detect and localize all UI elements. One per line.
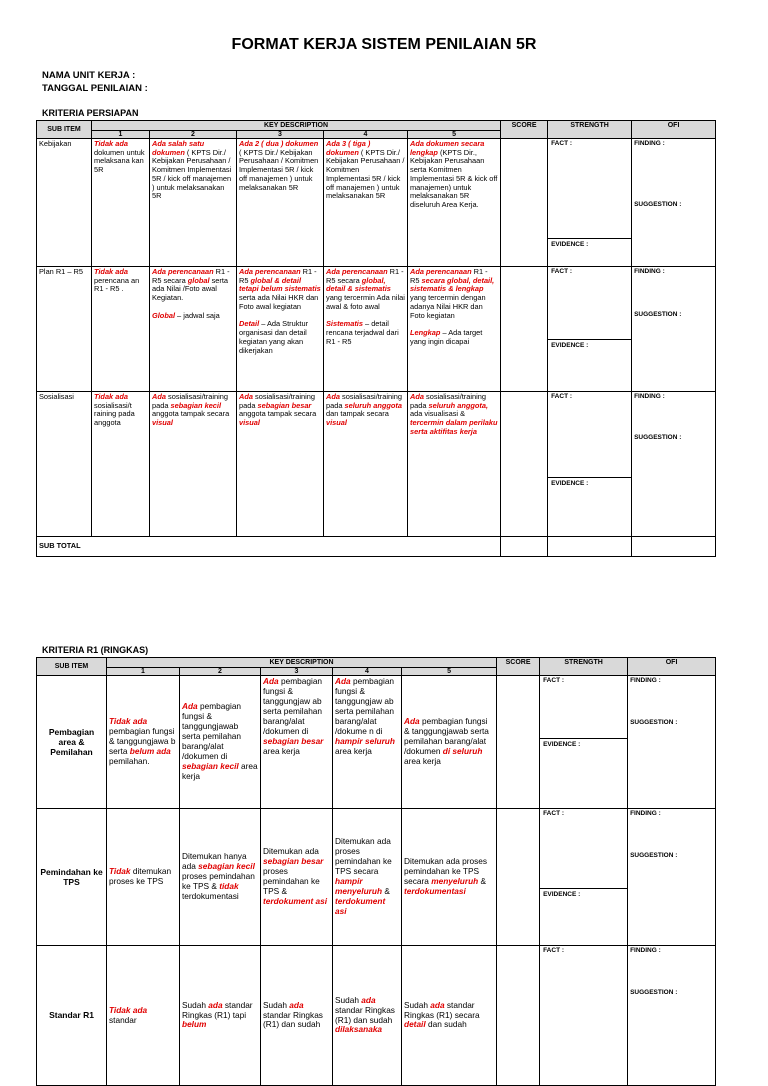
ofi-block[interactable]	[540, 809, 716, 946]
description-cell	[408, 392, 501, 537]
ofi-divider	[631, 139, 632, 266]
plain-text: Sudah	[182, 999, 209, 1010]
emphasis-text: sebagian besar	[263, 856, 324, 867]
plain-text: Sudah	[404, 999, 431, 1010]
description-cell	[92, 139, 150, 267]
ofi-block[interactable]	[548, 267, 716, 392]
emphasis-text: sebagian besar	[263, 735, 324, 746]
page-title: FORMAT KERJA SISTEM PENILAIAN 5R	[231, 36, 537, 53]
plain-text: terdokumentasi	[182, 890, 239, 901]
table-row	[37, 392, 716, 537]
emphasis-text: visual	[152, 418, 173, 428]
evidence-divider	[548, 238, 632, 239]
ofi-divider	[627, 946, 628, 1085]
description-cell	[92, 267, 150, 392]
fact-label: FACT :	[543, 947, 565, 954]
evidence-label: EVIDENCE :	[551, 241, 589, 248]
finding-label: FINDING :	[634, 140, 665, 147]
emphasis-text: terdokument asi	[263, 895, 328, 906]
table-row	[37, 139, 716, 267]
description-cell	[150, 392, 237, 537]
finding-label: FINDING :	[634, 393, 665, 400]
plain-text: proses pemindahan ke TPS &	[263, 866, 320, 896]
table-row	[37, 267, 716, 392]
emphasis-text: visual	[326, 418, 347, 428]
score-cell[interactable]	[497, 809, 540, 946]
plain-text: serta ada Nilai /Foto awal Kegiatan.	[152, 275, 228, 303]
emphasis-text: Ada	[326, 392, 340, 401]
table-row	[37, 809, 716, 946]
plain-text: – detail rencana terjadwal dari R1 - R5	[326, 319, 399, 346]
plain-text: ditemukan proses ke TPS	[109, 866, 172, 886]
plain-text: pembagian fungsi & tanggungjawab serta pemilahan barang/alat /dokumen	[404, 716, 489, 756]
evidence-label: EVIDENCE :	[551, 480, 589, 487]
description-cell	[150, 267, 237, 392]
sub-item-label: Standar R1	[37, 946, 107, 1086]
description-cell	[180, 946, 261, 1086]
emphasis-text: global & detail tetapi belum sistematis	[239, 275, 321, 294]
plain-text: sosialisasi/training pada	[152, 392, 228, 410]
emphasis-text: Ada salah satu dokumen	[152, 139, 205, 157]
emphasis-text: tercermin dalam perilaku serta aktifitas kerja	[410, 418, 498, 436]
plain-text: standar Ringkas (R1) dan sudah	[263, 1009, 323, 1030]
plain-text: R1 - R5	[239, 267, 317, 285]
emphasis-text: sebagian besar	[257, 400, 312, 410]
emphasis-text: visual	[239, 418, 260, 428]
level-5: 5	[408, 131, 501, 139]
finding-label: FINDING :	[634, 268, 665, 275]
finding-label: FINDING :	[630, 947, 661, 954]
header-strength: STRENGTH	[540, 658, 628, 676]
header-key-description: KEY DESCRIPTION	[92, 121, 501, 131]
plain-text: standar Ringkas (R1) secara	[404, 999, 480, 1020]
plain-text: Sudah	[335, 994, 362, 1005]
plain-text: area kerja	[182, 760, 258, 781]
description-cell	[402, 676, 497, 809]
description-cell	[333, 946, 402, 1086]
plain-text: dokumen untuk melaksana kan 5R	[94, 147, 145, 175]
ofi-block[interactable]	[540, 946, 716, 1086]
plain-text: Ditemukan ada proses pemindahan ke TPS secara	[335, 836, 392, 877]
sub-item-label: Kebijakan	[37, 139, 92, 267]
emphasis-text: Tidak ada	[94, 267, 128, 276]
emphasis-text: global, detail & sistematis	[326, 275, 391, 294]
section2-title: KRITERIA R1 (RINGKAS)	[42, 645, 149, 655]
plain-text: anggota tampak secara	[239, 409, 317, 419]
description-cell	[324, 392, 408, 537]
emphasis-text: tidak	[219, 880, 239, 891]
level-5: 5	[402, 668, 497, 676]
emphasis-text: seluruh anggota	[344, 400, 402, 410]
emphasis-text: Sistematis	[326, 319, 363, 329]
ofi-divider	[631, 392, 632, 536]
subtotal-ofi-cell[interactable]	[632, 537, 716, 557]
description-cell	[180, 676, 261, 809]
emphasis-text: Ada perencanaan	[326, 267, 388, 276]
plain-text: area kerja	[335, 745, 372, 756]
plain-text: dan sudah	[425, 1019, 467, 1030]
evidence-label: EVIDENCE :	[543, 891, 581, 898]
emphasis-text: Ada	[182, 701, 198, 712]
evidence-divider	[540, 888, 628, 889]
emphasis-text: Ada	[263, 676, 279, 686]
sub-item-label: Pembagian area & Pemilahan	[37, 676, 107, 809]
level-4: 4	[324, 131, 408, 139]
plain-text: &	[382, 885, 390, 896]
emphasis-text: Ada	[239, 392, 253, 401]
plain-text: – Ada target yang ingin dicapai	[410, 328, 483, 346]
plain-text: serta ada Nilai HKR dan Foto awal kegiatan	[239, 293, 319, 311]
emphasis-text: Ada perencanaan	[239, 267, 301, 276]
emphasis-text: Ada	[404, 716, 420, 727]
emphasis-text: sebagian kecil	[198, 861, 255, 872]
plain-text: – Ada Struktur organisasi dan detail kegiatan yang akan dikerjakan	[239, 319, 309, 355]
emphasis-text: Tidak ada	[94, 392, 128, 401]
suggestion-label: SUGGESTION :	[630, 719, 678, 726]
emphasis-text: secara global, detail, sistematis & lengkap	[410, 275, 495, 294]
plain-text: pembagian fungsi & tanggungjaw ab serta pemilahan barang/alat /dokumen di	[263, 676, 323, 736]
description-cell	[333, 676, 402, 809]
emphasis-text: belum	[182, 1019, 207, 1030]
description-cell	[261, 809, 333, 946]
plain-text: pembagian fungsi & tanggungjawab serta pemilahan barang/alat /dokumen di	[182, 701, 242, 761]
plain-text: yang tercermin dengan adanya Nilai HKR dan Foto kegiatan	[410, 293, 486, 320]
plain-text: (KPTS Dir., Kebijakan Perusahaan serta Komitmen Implementasi 5R & kick off manajemen) untuk melaksanakan 5R diseluruh Area Kerja.	[410, 147, 498, 210]
plain-text: Ditemukan ada	[263, 846, 319, 857]
description-cell	[261, 946, 333, 1086]
description-cell	[150, 139, 237, 267]
emphasis-text: terdokumentasi	[404, 885, 466, 896]
description-cell	[237, 267, 324, 392]
evidence-divider	[548, 477, 632, 478]
fact-label: FACT :	[543, 677, 565, 684]
emphasis-text: Global	[152, 310, 175, 320]
header-ofi: OFI	[628, 658, 716, 676]
description-cell	[408, 139, 501, 267]
level-2: 2	[180, 668, 261, 676]
plain-text: sosialisasi/t raining pada anggota	[94, 400, 135, 428]
level-4: 4	[333, 668, 402, 676]
section1-title: KRITERIA PERSIAPAN	[42, 108, 139, 118]
finding-label: FINDING :	[630, 810, 661, 817]
emphasis-text: ada	[289, 999, 304, 1010]
header-strength: STRENGTH	[548, 121, 632, 139]
header-sub-item: SUB ITEM	[37, 121, 92, 139]
emphasis-text: global	[187, 275, 210, 285]
ofi-divider	[631, 267, 632, 391]
subtotal-label: SUB TOTAL	[37, 537, 501, 557]
plain-text: area kerja	[404, 755, 441, 766]
ofi-block[interactable]	[548, 392, 716, 537]
description-cell	[237, 392, 324, 537]
header-sub-item: SUB ITEM	[37, 658, 107, 676]
ofi-block[interactable]	[548, 139, 716, 267]
plain-text: standar Ringkas (R1) tapi	[182, 999, 253, 1020]
subtotal-score-cell[interactable]	[501, 537, 548, 557]
plain-text: sosialisasi/training pada	[326, 392, 402, 410]
plain-text: ada visualisasi &	[410, 409, 466, 419]
table-row	[37, 676, 716, 809]
plain-text: ( KPTS Dir./ Kebijakan Perusahaan / Komitmen Implementasi 5R / kick off manajemen ) untuk melaksanakan 5R	[239, 147, 319, 192]
plain-text: Sudah	[263, 999, 290, 1010]
fact-label: FACT :	[551, 393, 573, 400]
emphasis-text: belum ada	[129, 745, 171, 756]
sub-item-label: Pemindahan ke TPS	[37, 809, 107, 946]
emphasis-text: Ada 2 ( dua ) dokumen	[239, 139, 319, 148]
ofi-divider	[627, 676, 628, 808]
header-ofi: OFI	[632, 121, 716, 139]
emphasis-text: Tidak	[109, 866, 131, 877]
evidence-label: EVIDENCE :	[543, 741, 581, 748]
finding-label: FINDING :	[630, 677, 661, 684]
plain-text: pembagian fungsi & tanggungjaw ab serta pemilahan barang/alat /dokume n di	[335, 676, 395, 736]
emphasis-text: Ada 3 ( tiga ) dokumen	[326, 139, 371, 157]
score-cell[interactable]	[497, 946, 540, 1086]
plain-text: Ditemukan hanya ada	[182, 851, 247, 872]
emphasis-text: di seluruh	[442, 745, 483, 756]
plain-text: &	[478, 876, 487, 886]
subtotal-row	[37, 537, 716, 557]
plain-text: standar	[109, 1014, 137, 1025]
plain-text: Ditemukan ada proses pemindahan ke TPS secara	[404, 856, 488, 886]
emphasis-text: sebagian kecil	[182, 760, 239, 771]
emphasis-text: seluruh anggota,	[428, 400, 489, 410]
emphasis-text: Detail	[239, 319, 260, 329]
emphasis-text: ada	[208, 999, 223, 1010]
plain-text: ( KPTS Dir./ Kebijakan Perusahaan / Komitmen Implementasi 5R / kick off manajemen ) untuk melaksanakan 5R	[152, 147, 232, 201]
suggestion-label: SUGGESTION :	[630, 852, 678, 859]
plain-text: R1 - R5	[410, 267, 488, 285]
emphasis-text: Lengkap	[410, 328, 441, 338]
header-score: SCORE	[497, 658, 540, 676]
description-cell	[92, 392, 150, 537]
suggestion-label: SUGGESTION :	[634, 434, 682, 441]
emphasis-text: Ada dokumen secara lengkap	[410, 139, 485, 157]
criteria-table-persiapan	[36, 120, 716, 557]
unit-label: NAMA UNIT KERJA :	[42, 70, 136, 81]
emphasis-text: Tidak ada	[109, 1004, 148, 1015]
score-cell[interactable]	[501, 392, 548, 537]
plain-text: pemilahan.	[109, 755, 150, 766]
fact-label: FACT :	[551, 140, 573, 147]
emphasis-text: terdokument asi	[335, 895, 386, 916]
description-cell	[408, 267, 501, 392]
description-cell	[107, 946, 180, 1086]
level-3: 3	[237, 131, 324, 139]
plain-text: R1 - R5 secara	[152, 267, 230, 285]
suggestion-label: SUGGESTION :	[630, 989, 678, 996]
plain-text: perencana an R1 - R5 .	[94, 275, 140, 294]
table-row	[37, 946, 716, 1086]
sub-item-label: Sosialisasi	[37, 392, 92, 537]
description-cell	[107, 676, 180, 809]
fact-label: FACT :	[543, 810, 565, 817]
description-cell	[324, 139, 408, 267]
description-cell	[261, 676, 333, 809]
ofi-divider	[627, 809, 628, 945]
description-cell	[333, 809, 402, 946]
plain-text: dan tampak secara	[326, 409, 389, 419]
suggestion-label: SUGGESTION :	[634, 201, 682, 208]
description-cell	[107, 809, 180, 946]
emphasis-text: Ada	[335, 676, 351, 686]
plain-text: sosialisasi/training pada	[239, 392, 315, 410]
sub-item-label: Plan R1 – R5	[37, 267, 92, 392]
plain-text: sosialisasi/training pada	[410, 392, 486, 410]
plain-text: anggota tampak secara	[152, 409, 230, 419]
emphasis-text: Ada	[152, 392, 166, 401]
emphasis-text: hampir menyeluruh	[335, 876, 383, 896]
header-key-description: KEY DESCRIPTION	[107, 658, 497, 668]
level-1: 1	[107, 668, 180, 676]
ofi-block[interactable]	[540, 676, 716, 809]
emphasis-text: Tidak ada	[109, 716, 148, 727]
description-cell	[324, 267, 408, 392]
description-cell	[402, 809, 497, 946]
emphasis-text: Ada perencanaan	[152, 267, 214, 276]
level-1: 1	[92, 131, 150, 139]
plain-text: proses pemindahan ke TPS &	[182, 871, 255, 891]
header-score: SCORE	[501, 121, 548, 139]
evidence-divider	[540, 738, 628, 739]
plain-text: standar Ringkas (R1) dan sudah	[335, 1004, 395, 1025]
emphasis-text: dilaksanaka	[335, 1024, 383, 1035]
plain-text: R1 - R5 secara	[326, 267, 404, 285]
emphasis-text: ada	[361, 994, 376, 1005]
description-cell	[180, 809, 261, 946]
emphasis-text: Tidak ada	[94, 139, 128, 148]
score-cell[interactable]	[501, 139, 548, 267]
plain-text: – jadwal saja	[175, 310, 220, 320]
emphasis-text: menyeluruh	[431, 876, 479, 886]
emphasis-text: Ada perencanaan	[410, 267, 472, 276]
emphasis-text: Ada	[410, 392, 424, 401]
level-3: 3	[261, 668, 333, 676]
fact-label: FACT :	[551, 268, 573, 275]
date-label: TANGGAL PENILAIAN :	[42, 83, 148, 94]
evidence-divider	[548, 339, 632, 340]
plain-text: pembagian fungsi & tanggungjawa b serta	[109, 726, 176, 756]
plain-text: yang tercermin Ada nilai awal & foto awal	[326, 293, 405, 311]
description-cell	[402, 946, 497, 1086]
suggestion-label: SUGGESTION :	[634, 311, 682, 318]
emphasis-text: hampir seluruh	[335, 735, 395, 746]
subtotal-strength-cell[interactable]	[548, 537, 632, 557]
score-cell[interactable]	[501, 267, 548, 392]
emphasis-text: detail	[404, 1019, 426, 1030]
emphasis-text: ada	[430, 999, 445, 1010]
criteria-table-ringkas	[36, 657, 716, 1086]
level-2: 2	[150, 131, 237, 139]
plain-text: area kerja	[263, 745, 300, 756]
description-cell	[237, 139, 324, 267]
plain-text: ( KPTS Dir./ Kebijakan Perusahaan / Komitmen Implementasi 5R / kick off manajemen ) untuk melaksanakan 5R	[326, 147, 405, 201]
evidence-label: EVIDENCE :	[551, 342, 589, 349]
score-cell[interactable]	[497, 676, 540, 809]
emphasis-text: sebagian kecil	[170, 400, 222, 410]
